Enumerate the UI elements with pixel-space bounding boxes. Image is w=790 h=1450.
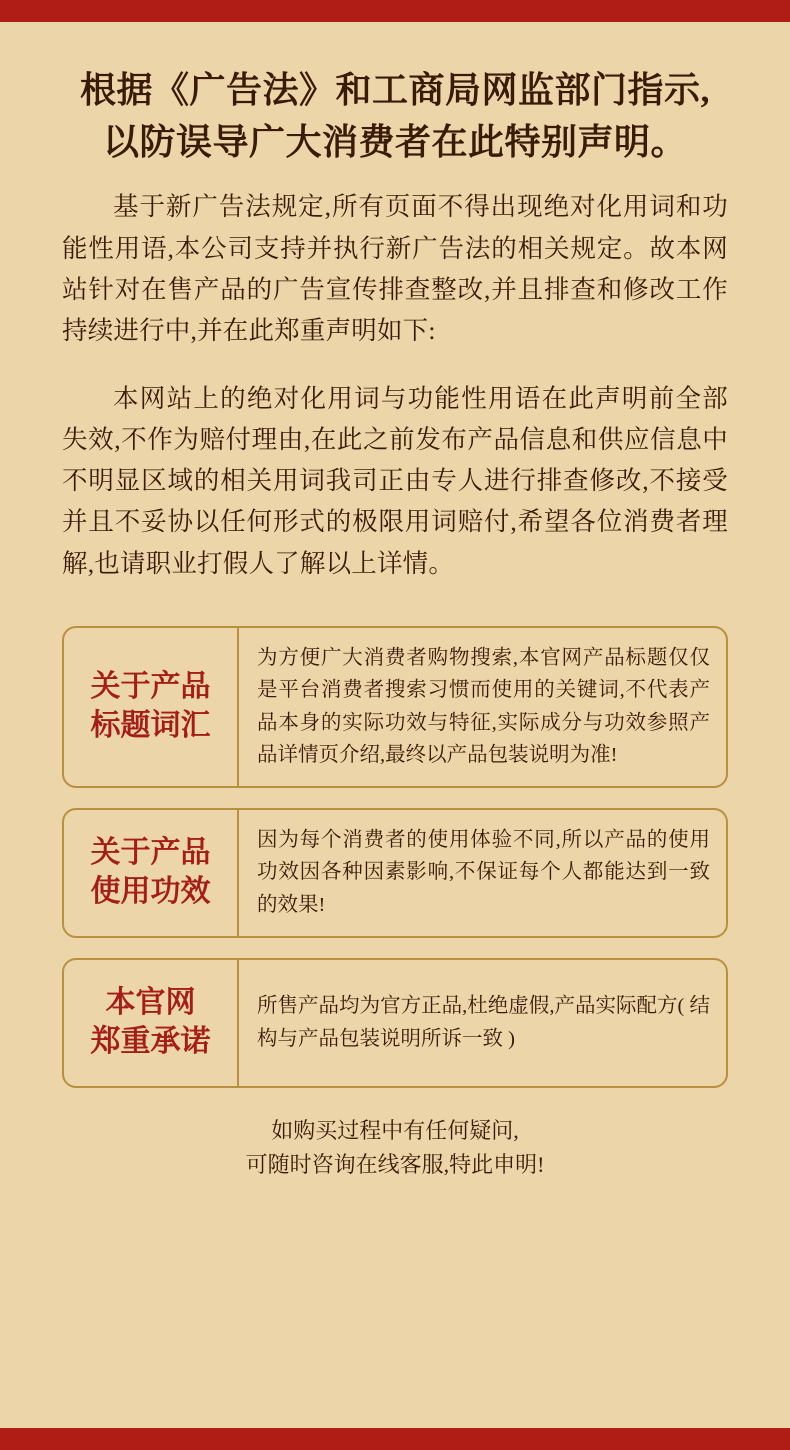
footer-note-line-1: 如购买过程中有任何疑问,	[271, 1117, 519, 1143]
statement-card-product-efficacy	[62, 808, 728, 938]
disclaimer-paragraph-2: 本网站上的绝对化用词与功能性用语在此声明前全部失效,不作为赔付理由,在此之前发布产品信息和供应信息中不明显区域的相关用词我司正由专人进行排查修改,不接受并且不妥协以任何形式的极限用词赔付,希望各位消费者理解,也请职业打假人了解以上详情。	[62, 383, 728, 578]
statement-card-body: 为方便广大消费者购物搜索,本官网产品标题仅仅是平台消费者搜索习惯而使用的关键词,不代表产品本身的实际功效与特征,实际成分与功效参照产品详情页介绍,最终以产品包装说明为准!	[257, 647, 710, 767]
statement-card-title-line-2: 郑重承诺	[90, 1024, 211, 1058]
disclaimer-panel	[0, 22, 790, 1428]
statement-card-title-line-2: 标题词汇	[90, 708, 211, 742]
statement-card-title-line-1: 关于产品	[90, 670, 211, 704]
statement-card-product-title	[62, 626, 728, 788]
page-title	[62, 64, 728, 168]
statement-card-title-line-2: 使用功效	[90, 874, 211, 908]
page-title-line-1: 根据《广告法》和工商局网监部门指示,	[79, 70, 710, 110]
statement-card-body: 所售产品均为官方正品,杜绝虚假,产品实际配方( 结构与产品包装说明所诉一致 )	[257, 995, 710, 1050]
page-title-line-2: 以防误导广大消费者在此特别声明。	[102, 122, 687, 163]
statement-card-title-line-1: 关于产品	[90, 836, 211, 870]
statement-card-title	[64, 810, 239, 936]
statement-card-title	[64, 960, 239, 1086]
statement-card-title-line-1: 本官网	[105, 986, 196, 1020]
footer-note	[62, 1114, 728, 1202]
panel-content	[0, 22, 790, 1202]
statement-card-official-promise	[62, 958, 728, 1088]
footer-note-line-2: 可随时咨询在线客服,特此申明!	[245, 1151, 545, 1177]
statement-card-title	[64, 628, 239, 786]
statement-card-body: 因为每个消费者的使用体验不同,所以产品的使用功效因各种因素影响,不保证每个人都能达到一致的效果!	[257, 828, 710, 916]
disclaimer-paragraph-1: 基于新广告法规定,所有页面不得出现绝对化用词和功能性用语,本公司支持并执行新广告法的相关规定。故本网站针对在售产品的广告宣传排查整改,并且排查和修改工作持续进行中,并在此郑重声明如下:	[62, 192, 728, 346]
statement-card-list	[62, 626, 728, 1088]
